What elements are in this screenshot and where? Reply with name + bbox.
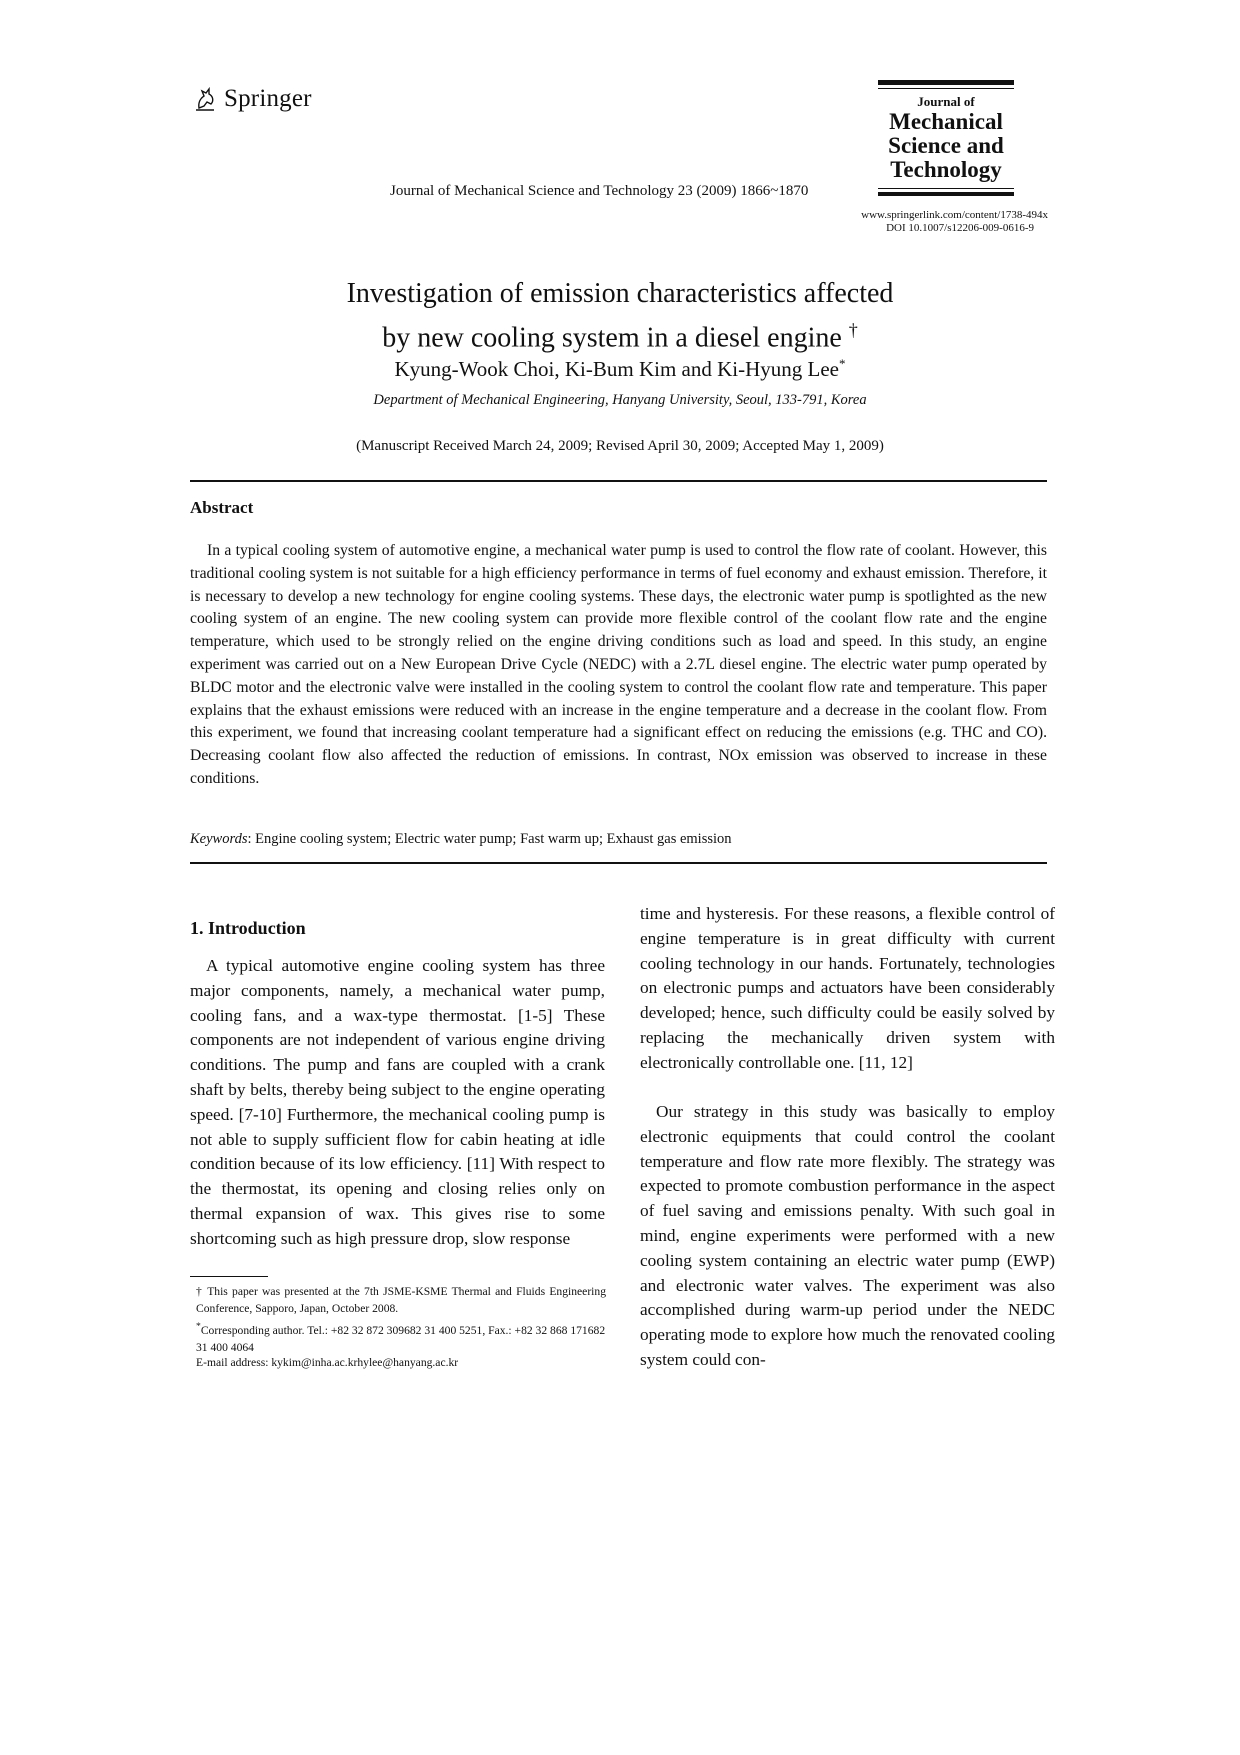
logo-bar [878,88,1014,89]
publisher-name: Springer [224,85,312,112]
manuscript-dates: (Manuscript Received March 24, 2009; Revised April 30, 2009; Accepted May 1, 2009) [356,438,884,454]
author-names: Kyung-Wook Choi, Ki-Bum Kim and Ki-Hyung Lee [394,357,839,381]
affiliation: Department of Mechanical Engineering, Hanyang University, Seoul, 133-791, Korea [373,392,867,408]
journal-name-line1: Mechanical [889,109,1003,134]
journal-of-label: Journal of [917,94,975,109]
corresponding-mark: * [839,356,846,371]
divider [190,862,1047,864]
logo-bar [878,188,1014,189]
journal-url[interactable]: www.springerlink.com/content/1738-494x [861,209,1048,221]
journal-logo-box [878,80,1014,196]
intro-paragraph-2: Our strategy in this study was basically to employ electronic equipments that could control the coolant temperature and flow rate more flexibly. The strategy was expected to promote combustion performance in the aspect of fuel saving and emissions penalty. With such goal in mind, engine experiments were performed with a new cooling system containing an electric water pump (EWP) and electronic water valves. The experiment was also accomplished during warm-up period under the NEDC operating mode to explore how much the renovated cooling system could con- [640,1102,1055,1369]
abstract-text: In a typical cooling system of automotive engine, a mechanical water pump is used to control the flow rate of coolant. However, this traditional cooling system is not suitable for a high efficiency performance in terms of fuel economy and exhaust emission. Therefore, it is necessary to develop a new technology for engine cooling systems. These days, the electronic water pump is spotlighted as the new cooling system of an engine. The new cooling system can provide more flexible control of the coolant flow rate and the engine temperature, which used to be strongly relied on the engine driving conditions such as load and speed. In this study, an engine experiment was carried out on a New European Drive Cycle (NEDC) with a 2.7L diesel engine. The electric water pump operated by BLDC motor and the electronic valve were installed in the cooling system to control the coolant flow rate and temperature. This paper explains that the exhaust emissions were reduced with an increase in the engine temperature and a decrease in the coolant flow. From this experiment, we found that increasing coolant temperature had a significant effect on reducing the emissions (e.g. THC and CO). Decreasing coolant flow also affected the reduction of emissions. In contrast, NOx emission was observed to increase in these conditions. [190,542,1047,787]
doi[interactable]: DOI 10.1007/s12206-009-0616-9 [886,222,1034,234]
keywords [190,831,732,848]
divider [190,480,1047,482]
keywords-label: Keywords [190,831,248,847]
footnote-corresponding [196,1318,606,1356]
title-line2: by new cooling system in a diesel engine [382,322,842,354]
title-footnote-mark: † [848,320,858,340]
authors [190,356,1050,382]
publisher-logo [190,84,312,114]
abstract-heading: Abstract [190,498,254,517]
logo-bar [878,192,1014,196]
journal-name-line2: Science and [888,133,1004,158]
section-heading: 1. Introduction [190,918,306,938]
paper-title [190,276,1050,356]
springer-horse-icon [190,84,220,114]
intro-paragraph-1-continued: time and hysteresis. For these reasons, a flexible control of engine temperature is in great difficulty with current cooling technology in our hands. Fortunately, technologies on electronic pumps and actuators have been considerably developed; hence, such difficulty could be easily solved by replacing the mechanically driven system with electronically controllable one. [11, 12] [640,904,1055,1072]
footnote-divider [190,1276,268,1277]
journal-name-line3: Technology [890,157,1002,182]
logo-bar [878,80,1014,85]
footnote-email: E-mail address: kykim@inha.ac.krhylee@hanyang.ac.kr [196,1356,459,1369]
corresponding-text: Corresponding author. Tel.: +82 32 872 309682 31 400 5251, Fax.: +82 32 868 171682 31 400 4064 [196,1323,606,1355]
keywords-text: : Engine cooling system; Electric water pump; Fast warm up; Exhaust gas emission [247,831,732,847]
title-line1: Investigation of emission characteristics affected [346,278,894,309]
journal-citation: Journal of Mechanical Science and Technology 23 (2009) 1866~1870 [390,183,809,199]
corresponding-mark: * [196,1321,201,1332]
title-line2-wrap [190,312,1050,356]
intro-paragraph-1: A typical automotive engine cooling system has three major components, namely, a mechanical water pump, cooling fans, and a wax-type thermostat. [1-5] These components are not independent of various engine driving conditions. The pump and fans are coupled with a crank shaft by belts, thereby being subject to the engine operating speed. [7-10] Furthermore, the mechanical cooling pump is not able to supply sufficient flow for cabin heating at idle condition because of its low efficiency. [11] With respect to the thermostat, its opening and closing relies only on thermal expansion of wax. This gives rise to some shortcoming such as high pressure drop, slow response [190,956,605,1248]
footnote-presentation: † This paper was presented at the 7th JSME-KSME Thermal and Fluids Engineering Conference, Sapporo, Japan, October 2008. [196,1285,606,1316]
